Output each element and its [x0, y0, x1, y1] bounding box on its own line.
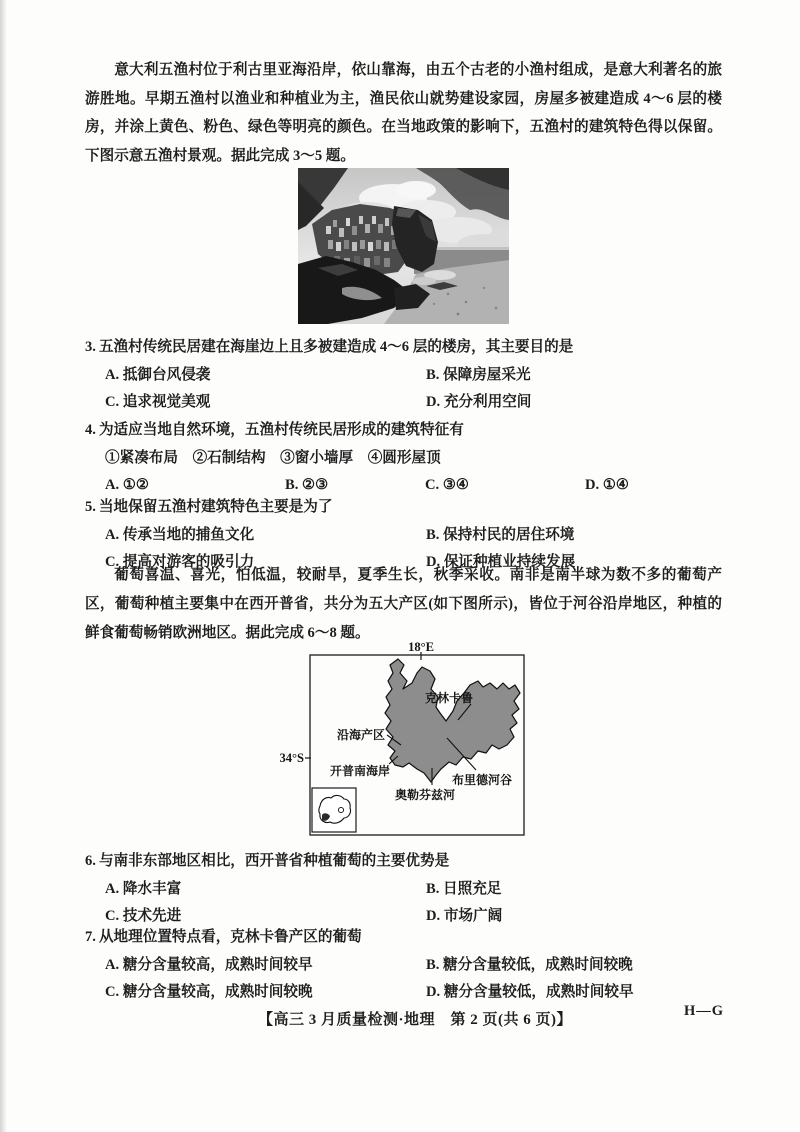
paper-code: H—G: [684, 1003, 725, 1019]
region-label-breede: 布里德河谷: [452, 773, 513, 787]
meridian-label: 18°E: [408, 640, 434, 654]
question-number: 6.: [85, 853, 96, 869]
option-c: C. 糖分含量较高，成熟时间较晚: [105, 984, 313, 1000]
region-label-olifants: 奥勒芬兹河: [395, 788, 456, 802]
option-a: A. 糖分含量较高，成熟时间较早: [105, 956, 313, 973]
western-cape-map: [275, 638, 525, 840]
question-stem: 当地保留五渔村建筑特色主要是为了: [98, 499, 333, 515]
option-a: A. 降水丰富: [105, 880, 182, 897]
passage-cinque-terre: 意大利五渔村位于利古里亚海沿岸，依山靠海，由五个古老的小渔村组成，是意大利著名的旅游胜地。早期五渔村以渔业和种植业为主，渔民依山就势建设家园，房屋多被建造成 4～6 层的楼房，并涂上黄色、粉色、绿色等明亮的颜色。在当地政策的影响下，五渔村的建筑特色得以保留。下图示意五渔村景观。据此完成 3～5 题。: [85, 62, 722, 164]
question-number: 5.: [85, 499, 96, 515]
option-a: A. 抵御台风侵袭: [105, 366, 211, 383]
option-d: D. 糖分含量较低，成熟时间较早: [426, 984, 634, 1000]
region-label-cape-south-coast: 开普南海岸: [330, 764, 391, 778]
question-6: [85, 848, 745, 931]
option-a: A. ①②: [105, 477, 150, 493]
options: [85, 952, 745, 1007]
option-c: C. 追求视觉美观: [105, 394, 211, 410]
page-footer-title: 【高三 3 月质量检测·地理 第 2 页(共 6 页)】: [258, 1012, 572, 1028]
options: [85, 362, 745, 417]
option-b: B. 日照充足: [426, 880, 502, 897]
option-c: C. ③④: [425, 477, 470, 493]
question-4: [85, 417, 745, 500]
question-7: [85, 924, 745, 1007]
option-d: D. 市场广阔: [426, 908, 503, 924]
question-number: 3.: [85, 339, 96, 355]
option-b: B. ②③: [285, 477, 329, 493]
region-label-klein-karoo: 克林卡鲁: [425, 691, 474, 705]
option-b: B. 保持村民的居住环境: [426, 526, 575, 543]
option-b: B. 糖分含量较低，成熟时间较晚: [426, 956, 633, 973]
option-a: A. 传承当地的捕鱼文化: [105, 526, 255, 543]
question-stem: 为适应当地自然环境，五渔村传统民居形成的建筑特征有: [98, 422, 464, 438]
option-d: D. 保证种植业持续发展: [426, 554, 576, 570]
south-africa-inset-map: [312, 788, 356, 832]
option-d: D. 充分利用空间: [426, 394, 532, 410]
question-subitems: ①紧凑布局 ②石制结构 ③窗小墙厚 ④圆形屋顶: [105, 449, 441, 466]
options: [85, 876, 745, 931]
option-c: C. 提高对游客的吸引力: [105, 554, 255, 570]
question-number: 4.: [85, 422, 96, 438]
cinque-terre-photo: [298, 168, 509, 324]
option-b: B. 保障房屋采光: [426, 366, 531, 383]
option-c: C. 技术先进: [105, 908, 182, 924]
question-3: [85, 334, 745, 417]
region-label-coastal: 沿海产区: [337, 728, 386, 742]
passage-grapes: 葡萄喜温、喜光，怕低温，较耐旱，夏季生长，秋季采收。南非是南半球为数不多的葡萄产区，葡萄种植主要集中在西开普省，共分为五大产区(如下图所示)，皆位于河谷沿岸地区，种植的鲜食葡萄畅销欧洲地区。据此完成 6～8 题。: [85, 567, 722, 641]
question-stem: 与南非东部地区相比，西开普省种植葡萄的主要优势是: [98, 853, 450, 869]
question-stem: 五渔村传统民居建在海崖边上且多被建造成 4～6 层的楼房，其主要目的是: [98, 339, 574, 355]
option-d: D. ①④: [585, 477, 630, 493]
western-cape-region: [385, 659, 520, 782]
question-stem: 从地理位置特点看，克林卡鲁产区的葡萄: [98, 929, 362, 945]
question-number: 7.: [85, 929, 96, 945]
parallel-label: 34°S: [279, 751, 304, 765]
